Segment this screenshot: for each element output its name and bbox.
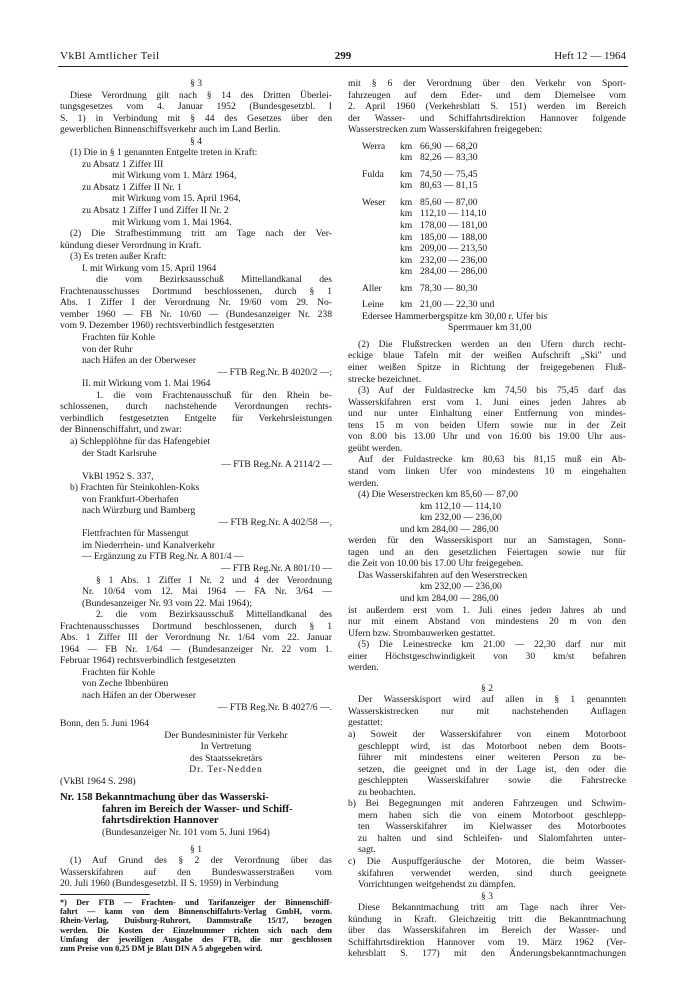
text-line: — FTB Reg.Nr. A 801/10 — [220, 562, 332, 574]
text-line: (2) Die Strafbestimmung tritt am Tage nach der Ver- [70, 228, 332, 240]
text-line: Wasserskistrecken nur mit nachstehenden Auflagen [348, 705, 626, 717]
text-line: km 112,10 — 114,10 [420, 500, 502, 512]
text-line: tens 15 m von beiden Ufern sowie nur in der Zeit [348, 419, 626, 431]
text-line: Diese Bekanntmachung tritt am Tage nach ihrer Ver- [358, 902, 626, 914]
text-line: Der Wasserskisport wird auf allen in § 1 genannten [358, 694, 626, 706]
text-line: b) Bei Begegnungen mit anderen Fahrzeugen und Schwim- [348, 798, 626, 810]
stretch-row [362, 299, 626, 311]
text-line: 1. die vom Frachtenausschuß für den Rhein be- [96, 389, 332, 401]
text-line: (1) Auf Grund des § 2 der Verordnung über das [70, 855, 332, 867]
text-line: geschleppt wird, ist das Motorboot neben dem Boots- [358, 740, 626, 752]
text-line: § 1 Abs. 1 Ziffer I Nr. 2 und 4 der Verordnung [96, 574, 332, 586]
text-line: mern haben sich die von einem Motorboot geschlepp- [358, 809, 626, 821]
stretch-row [362, 232, 626, 244]
stretch-row [362, 283, 626, 295]
signature-name: Dr. Ter-Nedden [189, 764, 263, 776]
text-line: stand vom linken Ufer von mindestens 10 m eingehalten [348, 465, 626, 477]
text-line: Flettfrachten für Massengut [82, 528, 189, 540]
signature-line-2: In Vertretung [200, 741, 252, 753]
text-line: kündung in Kraft. Gleichzeitig tritt die Bekanntmachung [348, 913, 626, 925]
stretch-range: 284,00 — 286,00 [420, 266, 488, 278]
text-line: werden. [348, 477, 379, 489]
stretch-river: Weser [362, 196, 386, 208]
stretch-range: 78,30 — 80,30 [420, 282, 478, 294]
text-line: Frachtenausschusses Dortmund beschlossenen, durch § 1 [60, 285, 332, 297]
text-line: werden. [348, 662, 379, 674]
text-line: a) Schlepplöhne für das Hafengebiet [70, 435, 211, 447]
stretch-row [362, 169, 626, 181]
stretch-row [362, 180, 626, 192]
text-line: vom 9. Dezember 1960) rechtsverbindlich festgesetzten [60, 320, 275, 332]
text-line: — FTB Reg.Nr. B 4027/6 —. [217, 701, 332, 713]
footnote-rule [60, 894, 150, 895]
stretch-range: 85,60 — 87,00 [420, 196, 478, 208]
text-line: Frachten für Kohle [82, 666, 155, 678]
text-line: sagt. [358, 844, 376, 856]
stretch-river: Aller [362, 282, 382, 294]
footnote-line: Rhein-Verlag, Duisburg-Ruhrort, Dammstraße 15/17, bezogen [60, 916, 332, 926]
text-line: von 8.00 bis 13.00 Uhr und von 16.00 bis 19.00 Uhr aus- [348, 431, 626, 443]
stretch-range: 178,00 — 181,00 [420, 220, 488, 232]
announcement-title-1: Bekanntmachung über das Wasserski- [95, 792, 269, 804]
announcement-heading [60, 792, 332, 804]
text-line: (Bundesanzeiger Nr. 93 vom 22. Mai 1964); [82, 597, 252, 609]
stretch-unit: km [400, 208, 413, 220]
stretch-river [362, 266, 400, 278]
text-line: mit Wirkung vom 1. März 1964, [112, 170, 237, 182]
issue-label: Heft 12 — 1964 [554, 50, 626, 62]
text-line: km 232,00 — 236,00 [420, 512, 502, 524]
text-line: gewerblichen Binnenschiffsverkehr auch im Land Berlin. [60, 124, 281, 136]
text-line: tagen und an den gesetzlichen Feiertagen sowie nur für [348, 546, 626, 558]
stretch-row [362, 141, 626, 153]
text-line: Frachten für Kohle [82, 332, 155, 344]
page-number: 299 [334, 50, 352, 62]
text-line: § 2 [481, 682, 493, 694]
text-line: einer weißen Spitze in Richtung der freigegebenen Fluß- [348, 362, 626, 374]
stretch-row [362, 243, 626, 255]
text-line: die Zeit von 10.00 bis 17.00 Uhr freigegeben. [348, 558, 524, 570]
text-line: skifahren verwendet werden, sind durch geeignete [358, 867, 626, 879]
text-line: zu beobachten. [358, 786, 416, 798]
text-line: von der Ruhr [82, 343, 133, 355]
stretch-river [362, 255, 400, 267]
text-line: von Zeche Ibbenbüren [82, 678, 169, 690]
announcement-number: Nr. 158 [60, 792, 93, 804]
text-line: km 232,00 — 236,00 [420, 581, 502, 593]
stretch-unit: km [400, 266, 413, 278]
text-line: zu Absatz 1 Ziffer III [82, 158, 164, 170]
stretch-river [362, 243, 400, 255]
stretch-row [362, 266, 626, 278]
text-line: S. 1) in Verbindung mit § 44 des Gesetzes über den [60, 112, 332, 124]
text-line: strecke bezeichnet. [348, 373, 421, 385]
stretch-river [362, 232, 400, 244]
text-line: geübt werden. [348, 442, 403, 454]
text-line: Auf der Fuldastrecke km 80,63 bis 81,15 muß ein Ab- [358, 454, 626, 466]
text-line: der Binnenschiffahrt, und zwar: [60, 424, 182, 436]
left-column [60, 78, 332, 954]
reference-citation: (VkBl 1964 S. 298) [60, 775, 136, 787]
stretch-river [362, 180, 400, 192]
text-line: Abs. 1 Ziffer I der Verordnung Nr. 19/60 vom 29. No- [60, 297, 332, 309]
text-line: Wasserskifahren auf den Bundeswasserstraßen vom [60, 866, 332, 878]
text-line: Schiffahrtsdirektion Hannover vom 19. März 1962 (Ver- [348, 936, 626, 948]
header-rule [58, 66, 628, 67]
stretch-river: Werra [362, 140, 386, 152]
text-line: zu Absatz 1 Ziffer II Nr. 1 [82, 181, 182, 193]
text-line: ist außerdem erst vom 1. Juli eines jeden Jahres ab und [348, 604, 626, 616]
text-line: und km 284,00 — 286,00 [400, 592, 499, 604]
text-line: einer Höchstgeschwindigkeit von 30 km/st befahren [348, 650, 626, 662]
stretch-unit: km [400, 152, 413, 164]
text-line: mit Wirkung vom 15. April 1964, [112, 193, 241, 205]
stretch-river: Fulda [362, 168, 384, 180]
text-line: nach Häfen an der Oberweser [82, 355, 196, 367]
text-line: (2) Die Flußstrecken werden an den Ufern durch recht- [358, 338, 626, 350]
text-line: kehrsblatt S. 177) mit den Änderungsbekanntmachungen [348, 948, 626, 960]
stretch-range: 74,50 — 75,45 [420, 168, 478, 180]
text-line: Februar 1964) rechtsverbindlich festgesetzten [60, 655, 236, 667]
text-line: der Stadt Karlsruhe [82, 447, 157, 459]
text-line: § 1 [190, 843, 202, 855]
stretch-row [362, 197, 626, 209]
text-line: setzen, die geeignet und in der Lage ist, den oder die [358, 763, 626, 775]
text-line: § 3 [190, 78, 202, 89]
footnote-line: *) Der FTB — Frachten- und Tarifanzeiger der Binnenschiff- [60, 897, 332, 907]
text-line: 2. die vom Bezirksausschuß Mittellandkanal des [96, 609, 332, 621]
text-line: geschleppten Wasserskifahrer sowie die Fahrstrecke [358, 775, 626, 787]
text-line: der Wasser- und Schiffahrtsdirektion Hannover folgende [348, 112, 626, 124]
text-line: von Frankfurt-Oberhafen [82, 493, 179, 505]
signature-line-3: des Staatssekretärs [189, 752, 263, 764]
text-line: 2. April 1960 (Verkehrsblatt S. 151) werden im Bereich [348, 101, 626, 113]
text-line: werden für den Wasserskisport nur an Samstagen, Sonn- [348, 535, 626, 547]
text-line: § 4 [190, 135, 202, 147]
text-line: zu halten und sind Schleifen- und Slalomfahrten unter- [358, 832, 626, 844]
text-line: Vorrichtungen weitgehendst zu dämpfen. [358, 879, 516, 891]
stretch-range: 82,26 — 83,30 [420, 152, 478, 164]
text-line: II. mit Wirkung vom 1. Mai 1964 [82, 378, 211, 390]
text-line: — FTB Reg.Nr. B 4020/2 —; [217, 366, 332, 378]
stretch-range: 21,00 — 22,30 und [420, 299, 495, 311]
footnote-line: werden. Die Kosten der Einzelnummer richten sich nach dem [60, 925, 332, 935]
text-line: a) Soweit der Wasserskifahrer von einem Motorboot [348, 728, 626, 740]
text-line: fahrzeugen auf dem Eder- und dem Diemelsee vom [348, 89, 626, 101]
footnote-line: zum Preise von 0,25 DM je Blatt DIN A 5 abgegeben wird. [60, 944, 263, 954]
right-bottom-block [348, 683, 626, 960]
right-top-block [348, 78, 626, 136]
stretch-range: 209,00 — 213,50 [420, 243, 488, 255]
text-line: mit Wirkung vom 1. Mai 1964. [112, 216, 232, 228]
text-line: mit § 6 der Verordnung über den Verkehr von Sport- [348, 78, 626, 89]
stretch-unit: km [400, 140, 413, 152]
text-line: ten Wasserskifahrer im Kielwasser des Motorbootes [358, 821, 626, 833]
footnote-line: Umfang der jeweiligen Ausgabe des FTB, die nur geschlossen [60, 934, 332, 944]
stretch-unit: km [400, 180, 413, 192]
stretch-river [362, 152, 400, 164]
text-line: Nr. 10/64 vom 12. Mai 1964 — FA Nr. 3/64 — [82, 586, 332, 598]
text-line: 20. Juli 1960 (Bundesgesetzbl. II S. 1959) in Verbindung [60, 878, 279, 890]
text-line: verbindlich festgesetzten Entgelte für Verkehrsleistungen [60, 412, 332, 424]
text-line: und nur unter Einhaltung einer Entfernung von mindes- [348, 408, 626, 420]
stretch-unit: km [400, 220, 413, 232]
text-line: VkBl 1952 S. 337, [82, 470, 154, 482]
footnote-line: fahrt — kann von dem Binnenschiffahrts-Verlag GmbH, vorm. [60, 907, 332, 917]
stretch-unit: km [400, 282, 413, 294]
stretch-river [362, 220, 400, 232]
text-line: b) Frachten für Steinkohlen-Koks [70, 482, 200, 494]
right-column [348, 78, 626, 960]
text-line: Frachtenausschusses Dortmund beschlossenen, durch § 1 [60, 620, 332, 632]
journal-title: VkBl Amtlicher Teil [60, 50, 160, 62]
text-line: im Niederrhein- und Kanalverkehr [82, 539, 215, 551]
text-line: schlossenen, durch nachstehende Verordnungen rechts- [60, 401, 332, 413]
text-line: Wasserstrecken zum Wasserskifahren freigegeben: [348, 124, 543, 136]
text-line: § 3 [481, 890, 493, 902]
text-line: führer mit mindestens einer weiteren Person zu be- [358, 752, 626, 764]
stretch-range: 66,90 — 68,20 [420, 140, 478, 152]
text-line: (5) Die Leinestrecke km 21.00 — 22,30 darf nur mit [358, 639, 626, 651]
stretch-range: 80,63 — 81,15 [420, 180, 478, 192]
stretch-range: 232,00 — 236,00 [420, 254, 488, 266]
text-line: und km 284,00 — 286,00 [400, 523, 499, 535]
text-line: (4) Die Weserstrecken km 85,60 — 87,00 [358, 489, 518, 501]
stretch-unit: km [400, 243, 413, 255]
stretch-row [362, 208, 626, 220]
edersee-line-2: Sperrmauer km 31,00 [448, 322, 532, 334]
text-line: I. mit Wirkung vom 15. April 1964 [82, 262, 217, 274]
text-line: die vom Bezirksausschuß Mittellandkanal des [96, 274, 332, 286]
text-line: Abs. 1 Ziffer III der Verordnung Nr. 1/64 vom 22. Januar [60, 632, 332, 644]
text-line: nur mit einem Abstand von mindestens 20 m von den [348, 616, 626, 628]
text-line: c) Die Auspuffgeräusche der Motoren, die beim Wasser- [348, 856, 626, 867]
text-line: nach Häfen an der Oberweser [82, 689, 196, 701]
text-line: — Ergänzung zu FTB Reg.Nr. A 801/4 — [82, 551, 244, 563]
stretch-row [362, 152, 626, 164]
stretch-river [362, 208, 400, 220]
stretch-unit: km [400, 299, 413, 311]
signature-line-1: Der Bundesminister für Verkehr [164, 729, 288, 741]
text-line: gestattet: [348, 717, 383, 729]
stretch-row [362, 255, 626, 267]
text-line: vember 1960 — FB Nr. 10/60 — (Bundesanzeiger Nr. 238 [60, 308, 332, 320]
edersee-line-1: Edersee Hammerbergspitze km 30,00 r. Ufer bis [362, 310, 548, 322]
text-line: Das Wasserskifahren auf den Weserstrecken [358, 569, 528, 581]
text-line: über das Wasserskifahren im Bereich der Wasser- und [348, 925, 626, 937]
page-header [60, 50, 626, 66]
announcement-title-2: fahren im Bereich der Wasser- und Schiff- [102, 803, 293, 815]
left-bottom-block [60, 844, 332, 890]
stretch-river: Leine [362, 299, 384, 311]
text-line: nach Würzburg und Bamberg [82, 505, 196, 517]
river-stretch-table [348, 141, 626, 311]
footnote [60, 898, 332, 954]
announcement-title-3: fahrtsdirektion Hannover [102, 815, 219, 827]
text-line: eckige blaue Tafeln mit der weißen Aufschrift „Ski" und [348, 350, 626, 362]
announcement-source: (Bundesanzeiger Nr. 101 vom 5. Juni 1964) [102, 827, 270, 838]
left-text-block [60, 78, 332, 713]
stretch-unit: km [400, 196, 413, 208]
text-line: Wasserskifahren erst vom 1. Juni eines jeden Jahres ab [348, 396, 626, 408]
stretch-unit: km [400, 254, 413, 266]
text-line: (1) Die in § 1 genannten Entgelte treten in Kraft: [70, 147, 258, 159]
right-middle-block [348, 339, 626, 674]
text-line: — FTB Reg.Nr. A 402/58 —, [218, 516, 332, 528]
text-line: Diese Verordnung gilt nach § 14 des Dritten Überlei- [70, 89, 332, 101]
text-line: (3) Es treten außer Kraft: [70, 251, 167, 263]
stretch-range: 185,00 — 188,00 [420, 231, 488, 243]
text-line: zu Absatz 1 Ziffer I und Ziffer II Nr. 2 [82, 205, 229, 217]
text-line: (3) Auf der Fuldastrecke km 74,50 bis 75,45 darf das [358, 385, 626, 397]
stretch-row [362, 220, 626, 232]
text-line: kündung dieser Verordnung in Kraft. [60, 239, 202, 251]
stretch-range: 112,10 — 114,10 [420, 208, 487, 220]
text-line: 1964 — FB Nr. 1/64 — (Bundesanzeiger Nr. 22 vom 1. [60, 643, 332, 655]
stretch-unit: km [400, 231, 413, 243]
signature-place-date: Bonn, den 5. Juni 1964 [60, 718, 150, 730]
stretch-unit: km [400, 168, 413, 180]
text-line: — FTB Reg.Nr. A 2114/2 — [221, 459, 332, 471]
text-line: Ufern bzw. Strombauwerken gestattet. [348, 627, 496, 639]
text-line: tungsgesetzes vom 4. Januar 1952 (Bundesgesetzbl. I [60, 101, 332, 113]
